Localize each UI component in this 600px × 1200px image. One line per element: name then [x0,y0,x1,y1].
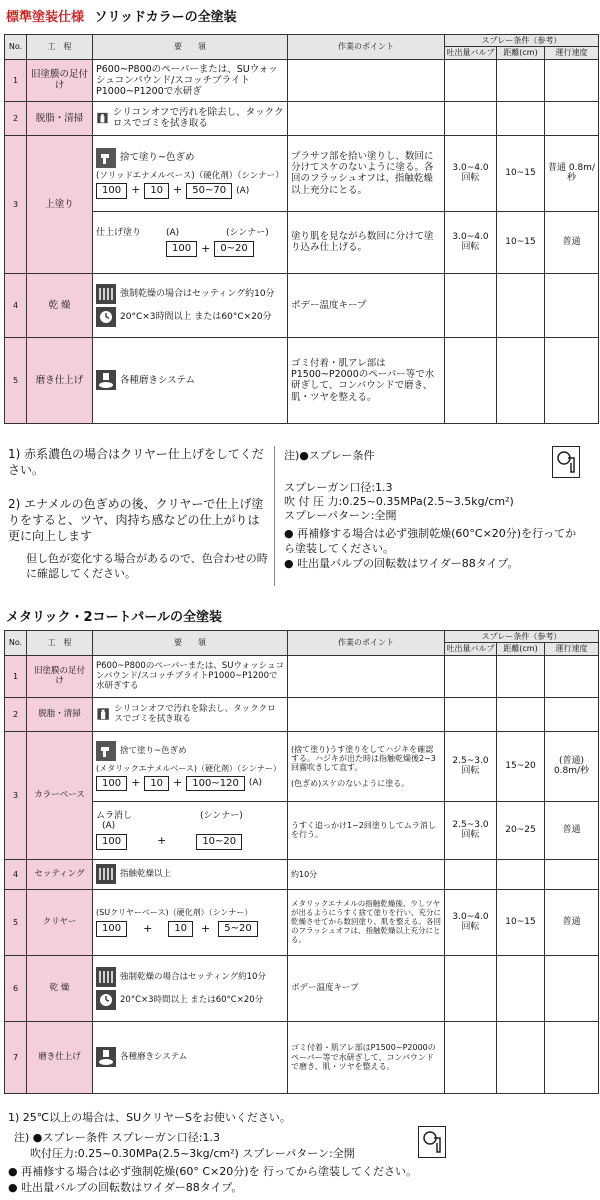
step-title: 捨て塗り~色ぎめ [120,152,195,164]
polisher-icon [96,1047,116,1067]
row-point: ゴミ付着・肌アレ部はP1500~P2000のペーパー等で水研ぎして、コンパウンドで磨き、肌・ツヤを整える。 [288,337,445,423]
mix-value: 0~20 [214,241,253,257]
section1-title-red: 標準塗装仕様 [6,10,85,25]
table-row [5,655,599,697]
row-nozzle: 2.5~3.0 回転 [445,801,497,859]
dry-setting: 強制乾燥の場合はセッティング約10分 [120,971,266,982]
header-distance: 距離(cm) [497,47,545,59]
row-number: 7 [5,1021,27,1093]
row-summary: 各種磨きシステム [120,374,196,386]
row-point: うすく追っかけ1~2回塗りしてムラ消しを行う。 [288,801,445,859]
mix-value: 100 [96,183,127,199]
mix-label: (シンナー) [226,227,269,238]
row-process: 旧塗膜の足付け [27,59,93,101]
header-point: 作業のポイント [288,631,445,656]
row-number: 5 [5,337,27,423]
row-point: プラサフ部を拾い塗りし、数回に分けてスケのないように塗る。各回のフラッシュオフは、指触乾燥以上充分にとる。 [288,135,445,211]
row-process: クリヤー [27,889,93,955]
mix-value: 100 [166,241,197,257]
row-point: ゴミ付着・肌アレ部はP1500~P2000のペーパー等で水研ぎして、コンパウンドで磨き、肌・ツヤを整える。 [288,1021,445,1093]
clock-icon [96,990,116,1010]
header-nozzle: 吐出量バルブ [446,48,495,58]
table-row [5,273,599,337]
spray-gun-size: スプレーガン口径:1.3 [284,481,393,494]
dry-setting: 強制乾燥の場合はセッティング約10分 [120,288,275,299]
mix-value: 10 [144,183,169,199]
header-nozzle: 吐出量バルブ [446,644,495,654]
row-summary: 各種磨きシステム [120,1052,188,1063]
spray-conditions-line1: 注) ●スプレー条件 スプレーガン口径:1.3 [14,1131,220,1144]
header-process: 工 程 [27,35,93,60]
row-summary: シリコンオフで汚れを除去し、タッククロスでゴミを拭き取る [112,107,284,130]
mix-unit: (A) [248,778,263,789]
spray-gun-icon [96,148,116,168]
row-number: 5 [5,889,27,955]
mix-label: (A) [102,821,116,832]
header-no: No. [5,631,27,656]
step-title: ムラ消し [96,810,133,821]
spray-can-icon [96,704,110,724]
dry-time: 20°C×3時間以上 または60°C×20分 [120,994,264,1005]
header-spray: スプレー条件（参考） [445,35,599,47]
heater-icon [96,967,116,987]
row-distance: 10~15 [497,211,545,273]
row-process: 磨き仕上げ [27,1021,93,1093]
row-process: 脱脂・清掃 [27,697,93,731]
mix-value: 10 [168,921,193,937]
row-summary: シリコンオフで汚れを除去し、タッククロスでゴミを拭き取る [114,704,276,725]
row-number: 6 [5,955,27,1021]
row-number: 2 [5,101,27,135]
polisher-icon [96,370,116,390]
spray-gun-icon [418,1126,446,1158]
row-number: 3 [5,135,27,273]
table-row [5,955,599,1021]
header-distance: 距離(cm) [497,643,545,655]
section1-table [4,34,599,424]
row-nozzle: 3.0~4.0 回転 [445,135,497,211]
table-row: ムラ消し (シンナー) (A) 100 + 10~20 うすく追っかけ1~2回塗りしてムラ消しを行う。 2.5~3.0 回転 20~25 普通 [5,801,599,859]
mix-unit: (A) [236,185,250,196]
mix-value: 100 [96,834,127,850]
spray-gun-icon [552,446,580,478]
table-row [5,859,599,889]
row-process: セッティング [27,859,93,889]
table-row [5,337,599,423]
row-number: 4 [5,859,27,889]
row-process: 磨き仕上げ [27,337,93,423]
dry-time: 20°C×3時間以上 または60°C×20分 [120,311,272,322]
note-valve-turns: ● 吐出量バルブの回転数はワイダー88タイプ。 [8,1181,243,1194]
row-summary: 指触乾燥以上 [120,869,172,880]
mix-value: 10~20 [196,834,242,850]
note-forced-dry: ● 再補修する場合は必ず強制乾燥(60°C×20分)を行ってから塗装してください。 [284,527,577,556]
mix-value: 5~20 [218,921,257,937]
row-point: (捨て塗り)うす塗りをしてハジキを確認する。ハジキが出た時は指触乾燥後2~3回霧吹きして直す。 [291,744,436,773]
row-point: 約10分 [288,859,445,889]
spray-conditions-line2: 吹付圧力:0.25~0.30MPa(2.5~3kg/cm²) スプレーパターン:全開 [30,1147,355,1160]
row-speed: 普通 [545,211,599,273]
row-process: 乾 燥 [27,955,93,1021]
spray-conditions-title: 注)●スプレー条件 [284,449,375,462]
row-number: 1 [5,59,27,101]
header-point: 作業のポイント [288,35,445,60]
mix-labels: (ソリッドエナメルベース)（硬化剤）（シンナー） [96,170,284,181]
mix-label: (A) [166,227,180,238]
note-red-color: 1) 赤系濃色の場合はクリヤー仕上げをしてください。 [8,447,264,478]
row-speed: 普通 [545,889,599,955]
row-distance: 15~20 [497,731,545,801]
mix-value: 100~120 [186,776,245,792]
row-process: 旧塗膜の足付け [27,655,93,697]
row-number: 4 [5,273,27,337]
table-row: 仕上げ塗り (A) (シンナー) 100 + 0~20 塗り肌を見ながら数回に分けて塗り込み仕上げる。 3.0~4.0 回転 10~15 普通 [5,211,599,273]
row-nozzle: 2.5~3.0 回転 [445,731,497,801]
row-point: 塗り肌を見ながら数回に分けて塗り込み仕上げる。 [288,211,445,273]
mix-label: (シンナー) [200,810,243,821]
table-row: 5 クリヤー (SUクリヤーベース)（硬化剤）（シンナー） 100 + 10 + 5~20 メタリックエナメルの指触乾燥後、少しツヤが出るようにうすく捨て塗りを行い、充分に乾燥させてから数回塗り、肌を整える。各回のフラッシュオフは、指触乾燥以上充分にとる。 3.0~4.0 回転 10~15 普通 [5,889,599,955]
row-distance: 10~15 [497,135,545,211]
row-distance: 20~25 [497,801,545,859]
row-point: (色ぎめ)スケのないように塗る。 [291,778,410,788]
row-point: ボデー温度キープ [288,273,445,337]
section1-title-main: ソリッドカラーの全塗装 [94,10,237,25]
header-spray: スプレー条件（参考） [445,631,599,643]
step-title: 仕上げ塗り [96,227,142,238]
mix-value: 50~70 [186,183,232,199]
section2-table [4,630,599,1094]
step-title: 捨て塗り~色ぎめ [120,746,187,757]
table-row [5,1021,599,1093]
heater-icon [96,284,116,304]
clock-icon [96,307,116,327]
row-summary: P600~P800のペーパーまたは、SUウォッシュコンパウンド/スコッチブライトP1000~P1200で水研ぎ [93,59,288,101]
row-number: 2 [5,697,27,731]
note-forced-dry: ● 再補修する場合は必ず強制乾燥(60° C×20分)を 行ってから塗装してください。 [8,1165,418,1178]
spray-can-icon [96,108,109,128]
table-row: 3 上塗り 捨て塗り~色ぎめ (ソリッドエナメルベース)（硬化剤）（シンナー） 100 + 10 + 50~70 (A) プラサフ部を拾い塗りし、数回に分けてスケのないように塗る。各回のフラッシュオフは、指触乾燥以上充分にとる。 3.0~4.0 回転 10~15 普通 0.8m/秒 [5,135,599,211]
notes-divider [274,446,275,586]
heater-icon [96,864,116,884]
note-valve-turns: ● 吐出量バルブの回転数はワイダー88タイプ。 [284,557,519,570]
row-nozzle: 3.0~4.0 回転 [445,889,497,955]
header-speed: 運行速度 [545,47,599,59]
header-summary: 要 領 [93,631,288,656]
mix-value: 100 [96,776,127,792]
spray-pattern: スプレーパターン:全開 [284,509,397,522]
note-color-change: 但し色が変化する場合があるので、色合わせの時に確認してください。 [26,552,268,580]
table-row [5,101,599,135]
table-row: 3 カラーベース 捨て塗り~色ぎめ (メタリックエナメルベース)（硬化剤）（シンナー） 100 + 10 + 100~120 (A) (捨て塗り)うす塗りをしてハジキを確認する。ハジキが出た時は指触乾燥後2~3回霧吹きして直す。 (色ぎめ)スケのないように塗る。 2.5~3.0 回転 15~20 (普通) 0.8m/秒 [5,731,599,801]
row-speed: 普通 [545,801,599,859]
spray-gun-icon [96,741,116,761]
row-point: ボデー温度キープ [288,955,445,1021]
row-process: 脱脂・清掃 [27,101,93,135]
mix-labels: (SUクリヤーベース)（硬化剤）（シンナー） [96,907,253,917]
row-speed: 普通 0.8m/秒 [545,135,599,211]
note-enamel-clear: 2) エナメルの色ぎめの後、クリヤーで仕上げ塗りをすると、ツヤ、肉持ち感などの仕上がりは更に向上します [8,497,264,544]
header-no: No. [5,35,27,60]
section1-title [6,6,237,25]
header-process: 工 程 [27,631,93,656]
row-process: カラーベース [27,731,93,859]
row-point: メタリックエナメルの指触乾燥後、少しツヤが出るようにうすく捨て塗りを行い、充分に乾燥させてから数回塗り、肌を整える。各回のフラッシュオフは、指触乾燥以上充分にとる。 [288,889,445,955]
row-number: 1 [5,655,27,697]
mix-labels: (メタリックエナメルベース)（硬化剤）（シンナー） [96,764,281,774]
row-process: 上塗り [27,135,93,273]
header-summary: 要 領 [93,35,288,60]
mix-value: 10 [144,776,169,792]
section2-title: メタリック・2コートパールの全塗装 [6,610,223,625]
note-clear-s: 1) 25℃以上の場合は、SUクリヤーSをお使いください。 [8,1111,291,1124]
header-speed: 運行速度 [545,643,599,655]
row-distance: 10~15 [497,889,545,955]
row-process: 乾 燥 [27,273,93,337]
row-speed: (普通) 0.8m/秒 [545,731,599,801]
table-row [5,59,599,101]
table-row [5,697,599,731]
spray-pressure: 吹 付 圧 力:0.25~0.35MPa(2.5~3.5kg/cm²) [284,495,514,508]
mix-value: 100 [96,921,127,937]
row-number: 3 [5,731,27,859]
row-nozzle: 3.0~4.0 回転 [445,211,497,273]
row-summary: P600~P800のペーパーまたは、SUウォッシュコンパウンド/スコッチブライトP1000~P1200で水研ぎする [93,655,288,697]
